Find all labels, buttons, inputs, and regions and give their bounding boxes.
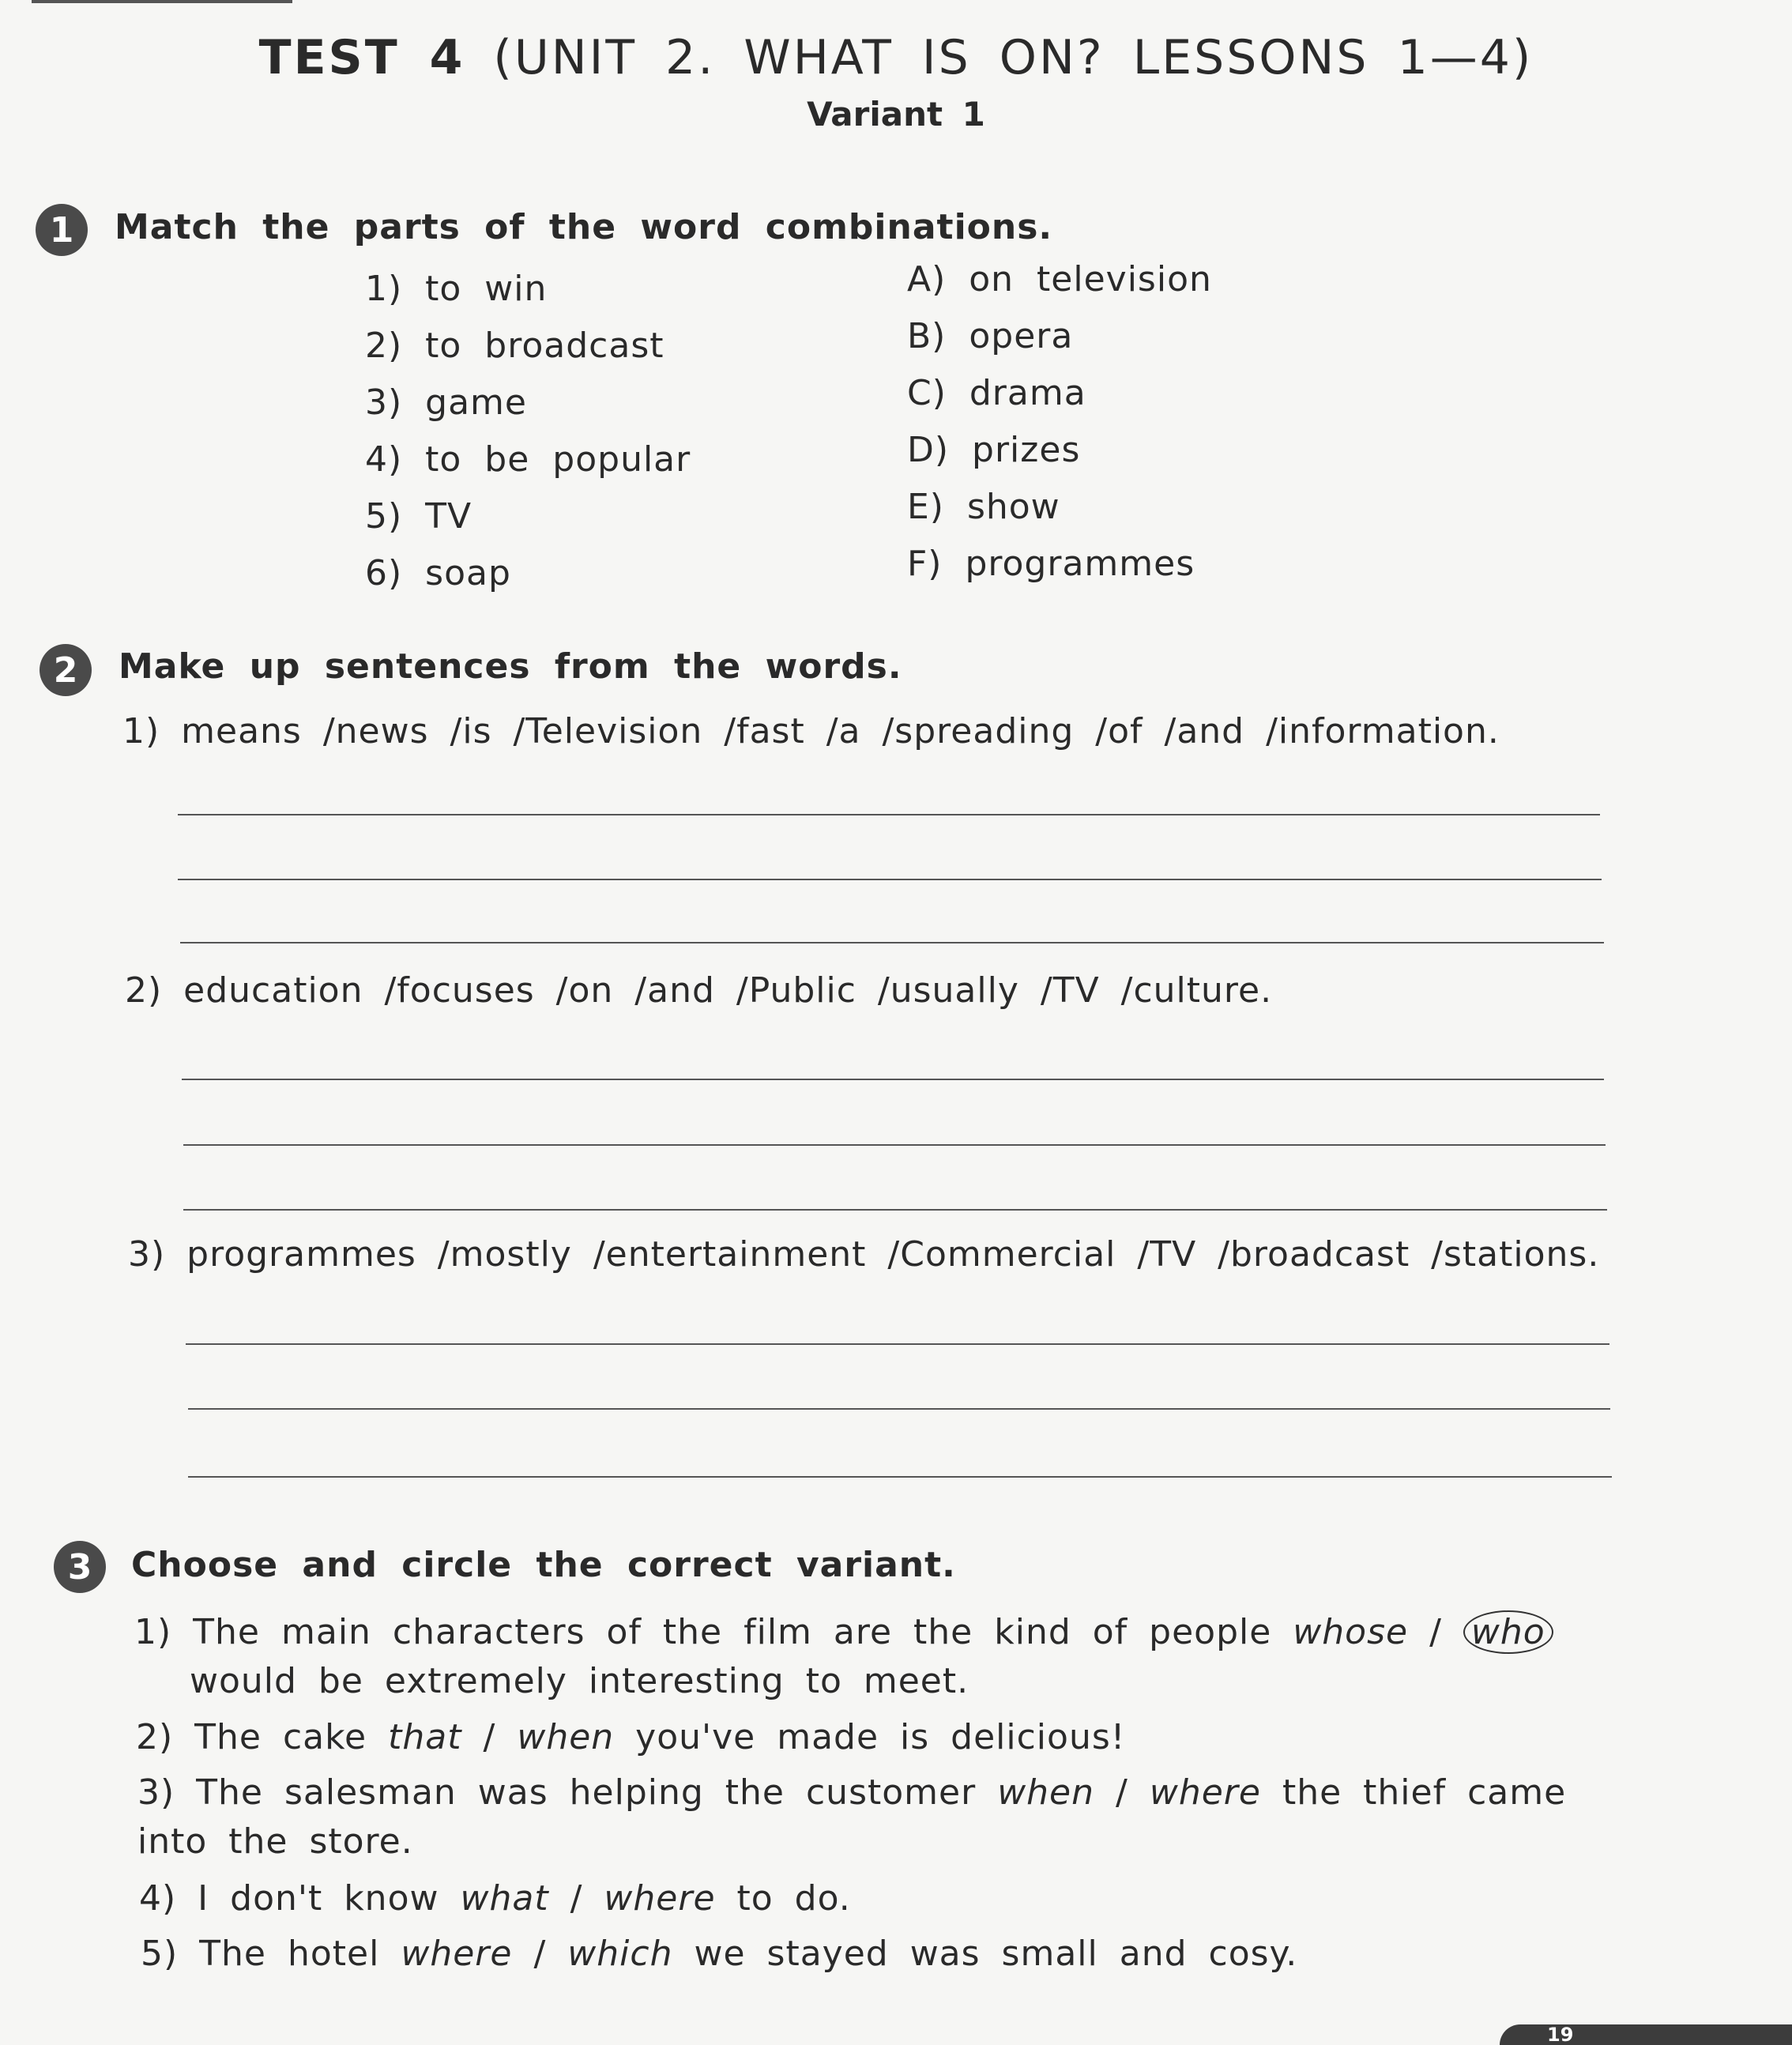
list-item: A) on television	[907, 259, 1212, 299]
list-item: B) opera	[907, 316, 1074, 356]
list-item: E) show	[907, 487, 1060, 527]
task-1-left-column	[365, 261, 691, 602]
list-item: 5) TV	[365, 496, 472, 537]
task-3-instruction: Choose and circle the correct variant.	[131, 1545, 956, 1585]
option-1[interactable]: whose	[1293, 1612, 1409, 1652]
task-1-instruction: Match the parts of the word combinations.	[115, 207, 1053, 247]
task-2-instruction: Make up sentences from the words.	[119, 646, 902, 687]
answer-line[interactable]	[183, 1209, 1607, 1211]
task-3-item-2	[136, 1713, 1125, 1762]
list-item: 1) to win	[365, 269, 548, 309]
unit-title: (UNIT 2. WHAT IS ON? LESSONS 1—4)	[493, 30, 1534, 85]
task-2-item-2: 2) education /focuses /on /and /Public /usually /TV /culture.	[125, 970, 1273, 1011]
sentence-text: I don't know	[198, 1878, 439, 1919]
list-item: 2) to broadcast	[365, 326, 664, 366]
task-1-right-column	[907, 251, 1212, 593]
option-separator: /	[533, 1934, 547, 1974]
task-3-item-4	[139, 1874, 851, 1923]
task-3-item-1	[134, 1608, 1620, 1706]
sentence-text: The hotel	[199, 1934, 380, 1974]
sentence-text: we stayed was small and cosy.	[694, 1934, 1298, 1974]
item-number: 1)	[134, 1612, 172, 1652]
variant-label: Variant 1	[807, 95, 985, 134]
sentence-text: would be extremely interesting to meet.	[190, 1661, 969, 1701]
item-number: 5)	[141, 1934, 179, 1974]
list-item: 6) soap	[365, 553, 511, 593]
task-3-item-5	[141, 1930, 1297, 1979]
option-2-circled[interactable]: who	[1463, 1610, 1553, 1654]
option-2[interactable]: where	[1149, 1772, 1261, 1813]
option-1[interactable]: that	[388, 1717, 462, 1757]
option-2[interactable]: when	[517, 1717, 615, 1757]
answer-line[interactable]	[183, 1144, 1606, 1146]
list-item: 3) game	[365, 382, 527, 423]
answer-line[interactable]	[186, 1343, 1609, 1345]
item-number: 4)	[139, 1878, 177, 1919]
answer-line[interactable]	[178, 879, 1602, 880]
sentence-text: you've made is delicious!	[635, 1717, 1126, 1757]
test-number: TEST 4	[258, 30, 465, 85]
answer-line[interactable]	[180, 942, 1604, 943]
task-1-number-badge: 1	[36, 204, 88, 256]
option-separator: /	[1429, 1612, 1442, 1652]
list-item: C) drama	[907, 373, 1086, 413]
option-1[interactable]: what	[460, 1878, 549, 1919]
sentence-text: to do.	[736, 1878, 851, 1919]
task-3-item-3	[137, 1768, 1623, 1866]
list-item: D) prizes	[907, 430, 1081, 470]
option-1[interactable]: when	[997, 1772, 1095, 1813]
item-number: 3)	[137, 1772, 175, 1813]
sentence-text: The cake	[194, 1717, 367, 1757]
top-rule	[32, 0, 292, 3]
page-title	[0, 30, 1792, 85]
task-3-number-badge: 3	[54, 1541, 106, 1593]
task-2-number-badge: 2	[40, 644, 92, 696]
list-item: F) programmes	[907, 544, 1195, 584]
sentence-text: the thief came into the store.	[137, 1772, 1567, 1862]
option-2[interactable]: where	[604, 1878, 716, 1919]
list-item: 4) to be popular	[365, 439, 691, 480]
option-separator: /	[570, 1878, 583, 1919]
item-number: 2)	[136, 1717, 174, 1757]
answer-line[interactable]	[178, 814, 1600, 815]
option-1[interactable]: where	[401, 1934, 513, 1974]
page-number-tab: 19	[1500, 2024, 1792, 2045]
answer-line[interactable]	[188, 1476, 1612, 1478]
option-2[interactable]: which	[567, 1934, 673, 1974]
option-separator: /	[1116, 1772, 1128, 1813]
task-2-item-3: 3) programmes /mostly /entertainment /Commercial /TV /broadcast /stations.	[128, 1234, 1600, 1275]
sentence-text: The main characters of the film are the kind of people	[193, 1612, 1272, 1652]
answer-line[interactable]	[188, 1408, 1610, 1410]
sentence-text: The salesman was helping the customer	[196, 1772, 977, 1813]
option-separator: /	[483, 1717, 496, 1757]
answer-line[interactable]	[182, 1079, 1604, 1080]
task-2-item-1: 1) means /news /is /Television /fast /a /spreading /of /and /information.	[122, 711, 1500, 751]
